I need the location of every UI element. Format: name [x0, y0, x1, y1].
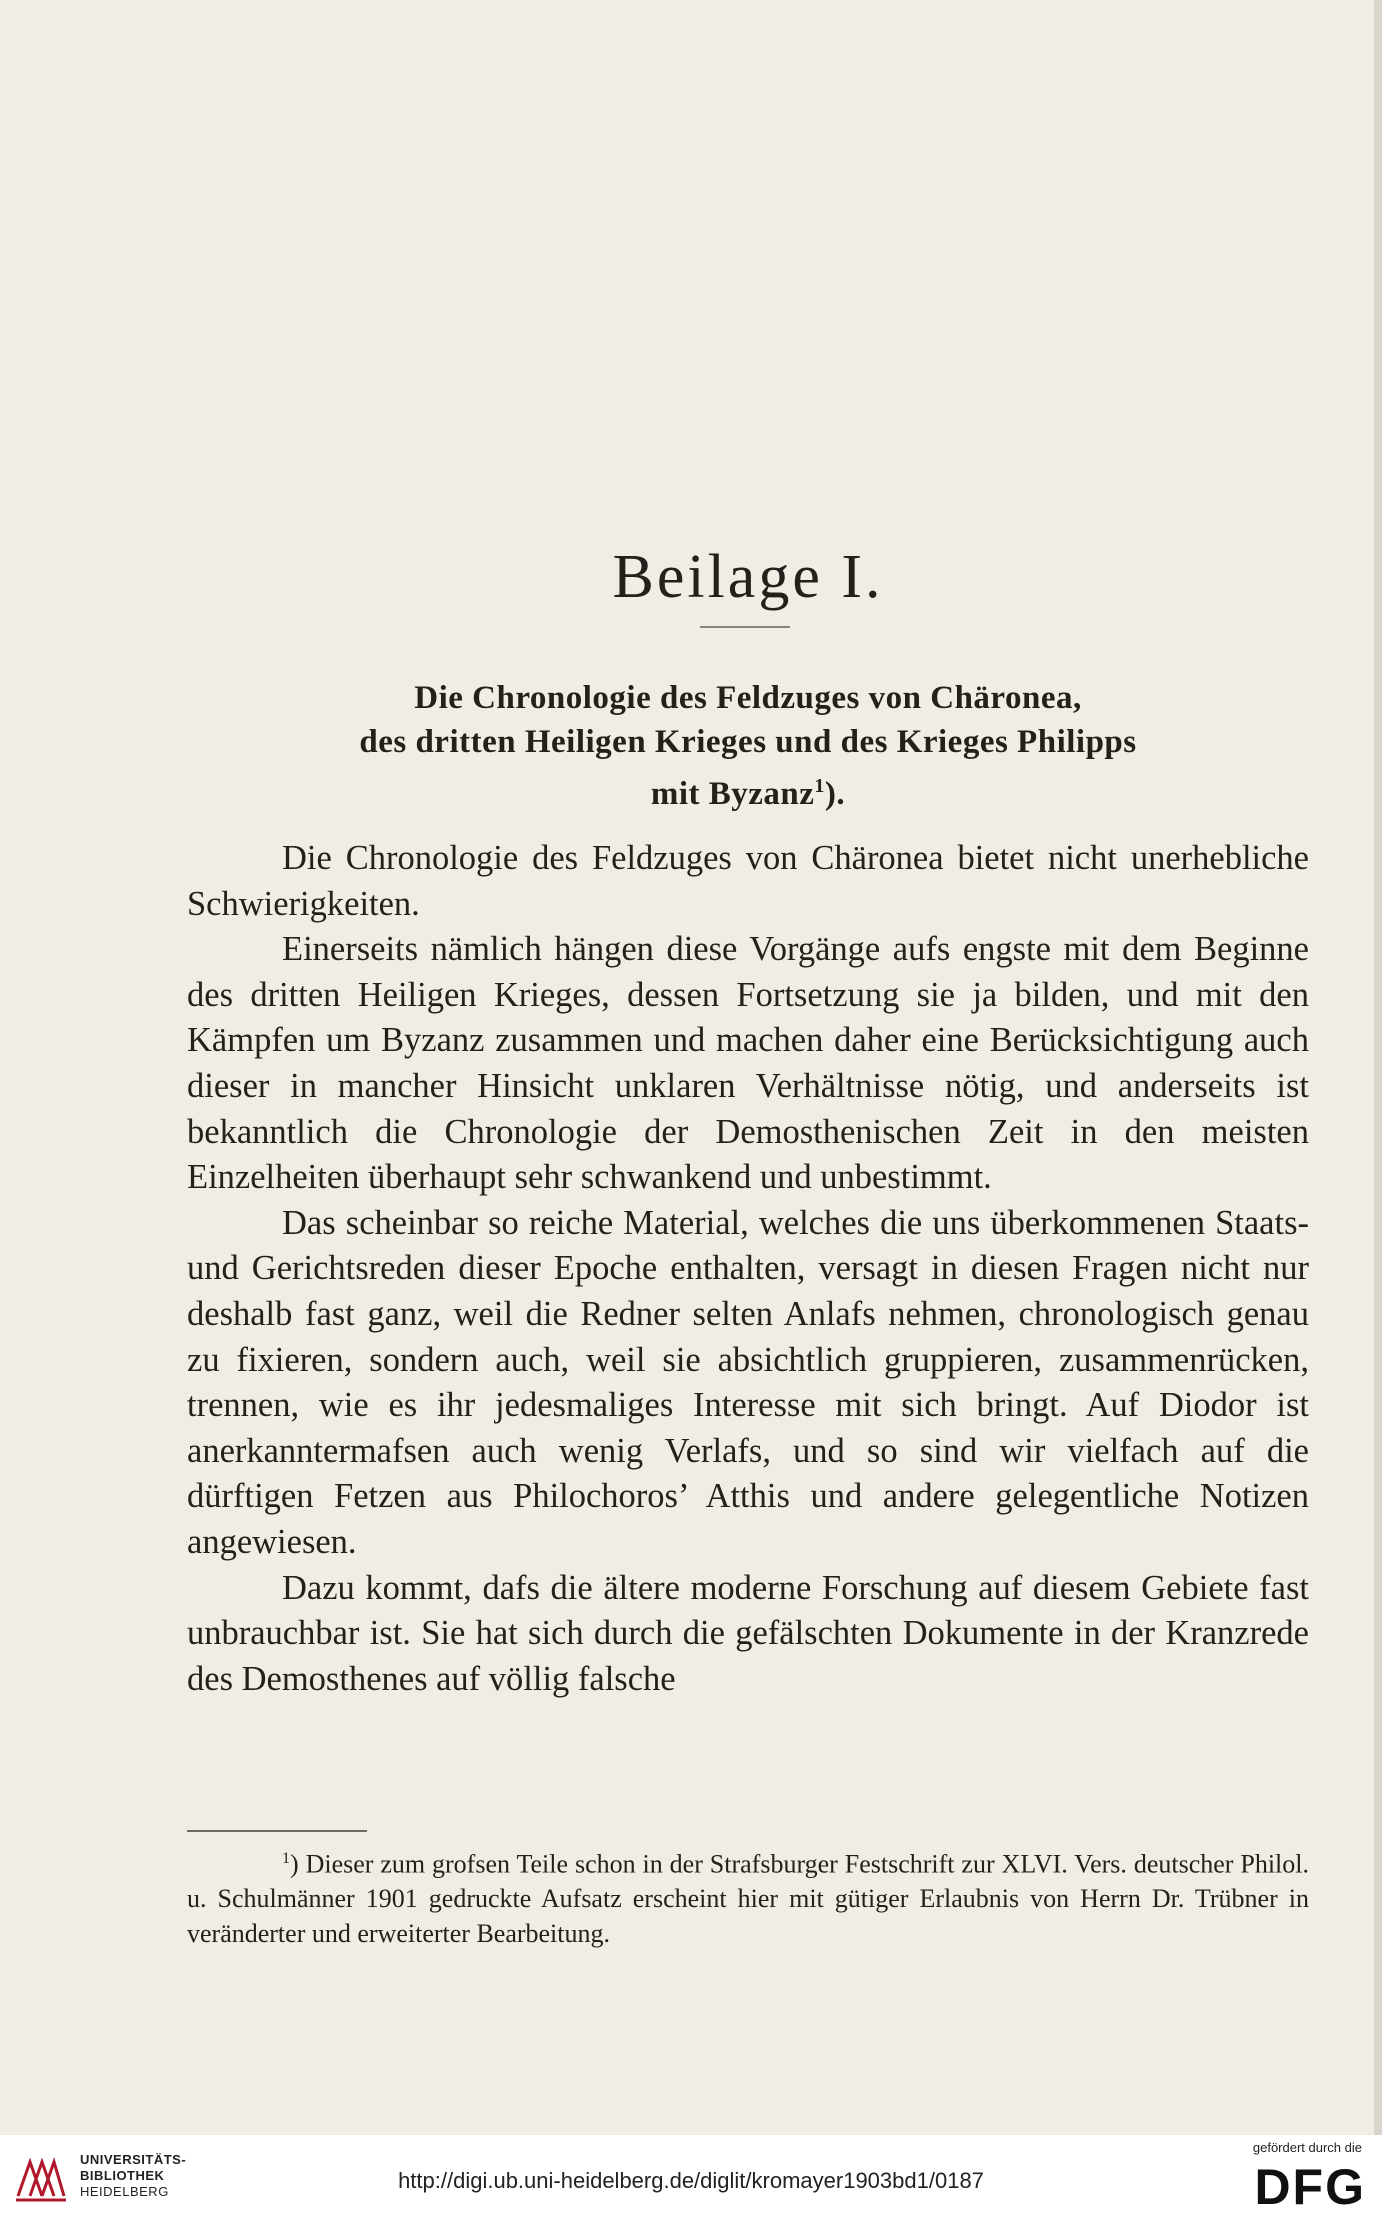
library-name-line-2: BIBLIOTHEK	[80, 2168, 165, 2183]
body-text	[187, 836, 1309, 1702]
subtitle-line-3-end: ).	[824, 776, 846, 812]
subtitle-line-1: Die Chronologie des Feldzuges von Chäronea,	[414, 680, 1082, 716]
library-name-line-1: UNIVERSITÄTS-	[80, 2152, 187, 2167]
page-edge-shadow	[1374, 0, 1382, 2135]
page-heading: Beilage I.	[612, 543, 884, 611]
heading-divider	[700, 626, 790, 628]
footnote-mark: 1	[282, 1850, 290, 1867]
subtitle-line-3: mit Byzanz	[650, 776, 815, 812]
library-name-line-3: HEIDELBERG	[80, 2184, 169, 2199]
subtitle-line-2: des dritten Heiligen Krieges und des Krieges Philipps	[359, 724, 1137, 760]
chapter-subtitle	[187, 676, 1309, 816]
paragraph-4: Dazu kommt, dafs die ältere moderne Forschung auf diesem Gebiete fast unbrauchbar ist. Sie hat sich durch die gefälschten Dokumente in der Kranzrede des Demosthenes auf völlig falsche	[187, 1568, 1309, 1698]
footnote-reference[interactable]: 1	[814, 775, 825, 797]
paragraph-2: Einerseits nämlich hängen diese Vorgänge aufs engste mit dem Beginne des dritten Heiligen Krieges, dessen Fortsetzung sie ja bilden, und mit den Kämpfen um Byzanz zusammen und machen daher eine Berücksichtigung auch dieser in mancher Hinsicht unklaren Verhältnisse nötig, und anderseits ist bekanntlich die Chronologie der Demosthenischen Zeit in den meisten Einzelheiten überhaupt sehr schwankend und unbestimmt.	[187, 930, 1309, 1197]
funding-note: gefördert durch die	[1252, 2140, 1362, 2155]
dfg-logo[interactable]: DFG	[1254, 2159, 1366, 2215]
permalink-url[interactable]: http://digi.ub.uni-heidelberg.de/diglit/kromayer1903bd1/0187	[398, 2168, 984, 2193]
paragraph-1: Die Chronologie des Feldzuges von Chäronea bietet nicht unerhebliche Schwierigkeiten.	[187, 839, 1309, 923]
footnote-divider	[187, 1830, 367, 1832]
paragraph-3: Das scheinbar so reiche Material, welches die uns überkommenen Staats- und Gerichtsreden dieser Epoche enthalten, versagt in diesen Fragen nicht nur deshalb fast ganz, weil die Redner selten Anlafs nehmen, chronologisch genau zu fixieren, sondern auch, weil sie absichtlich gruppieren, zusammenrücken, trennen, wie es ihr jedesmaliges Interesse mit sich bringt. Auf Diodor ist anerkanntermafsen auch wenig Verlafs, und so sind wir vielfach auf die dürftigen Fetzen aus Philochoros’ Atthis und andere gelegentliche Notizen angewiesen.	[187, 1203, 1309, 1561]
footnote-text: ) Dieser zum grofsen Teile schon in der Strafsburger Festschrift zur XLVI. Vers. deutscher Philol. u. Schulmänner 1901 gedruckte Aufsatz erscheint hier mit gütiger Erlaubnis von Herrn Dr. Trübner in veränderter und erweiterter Bearbeitung.	[187, 1849, 1309, 1948]
footnote	[187, 1842, 1309, 1951]
